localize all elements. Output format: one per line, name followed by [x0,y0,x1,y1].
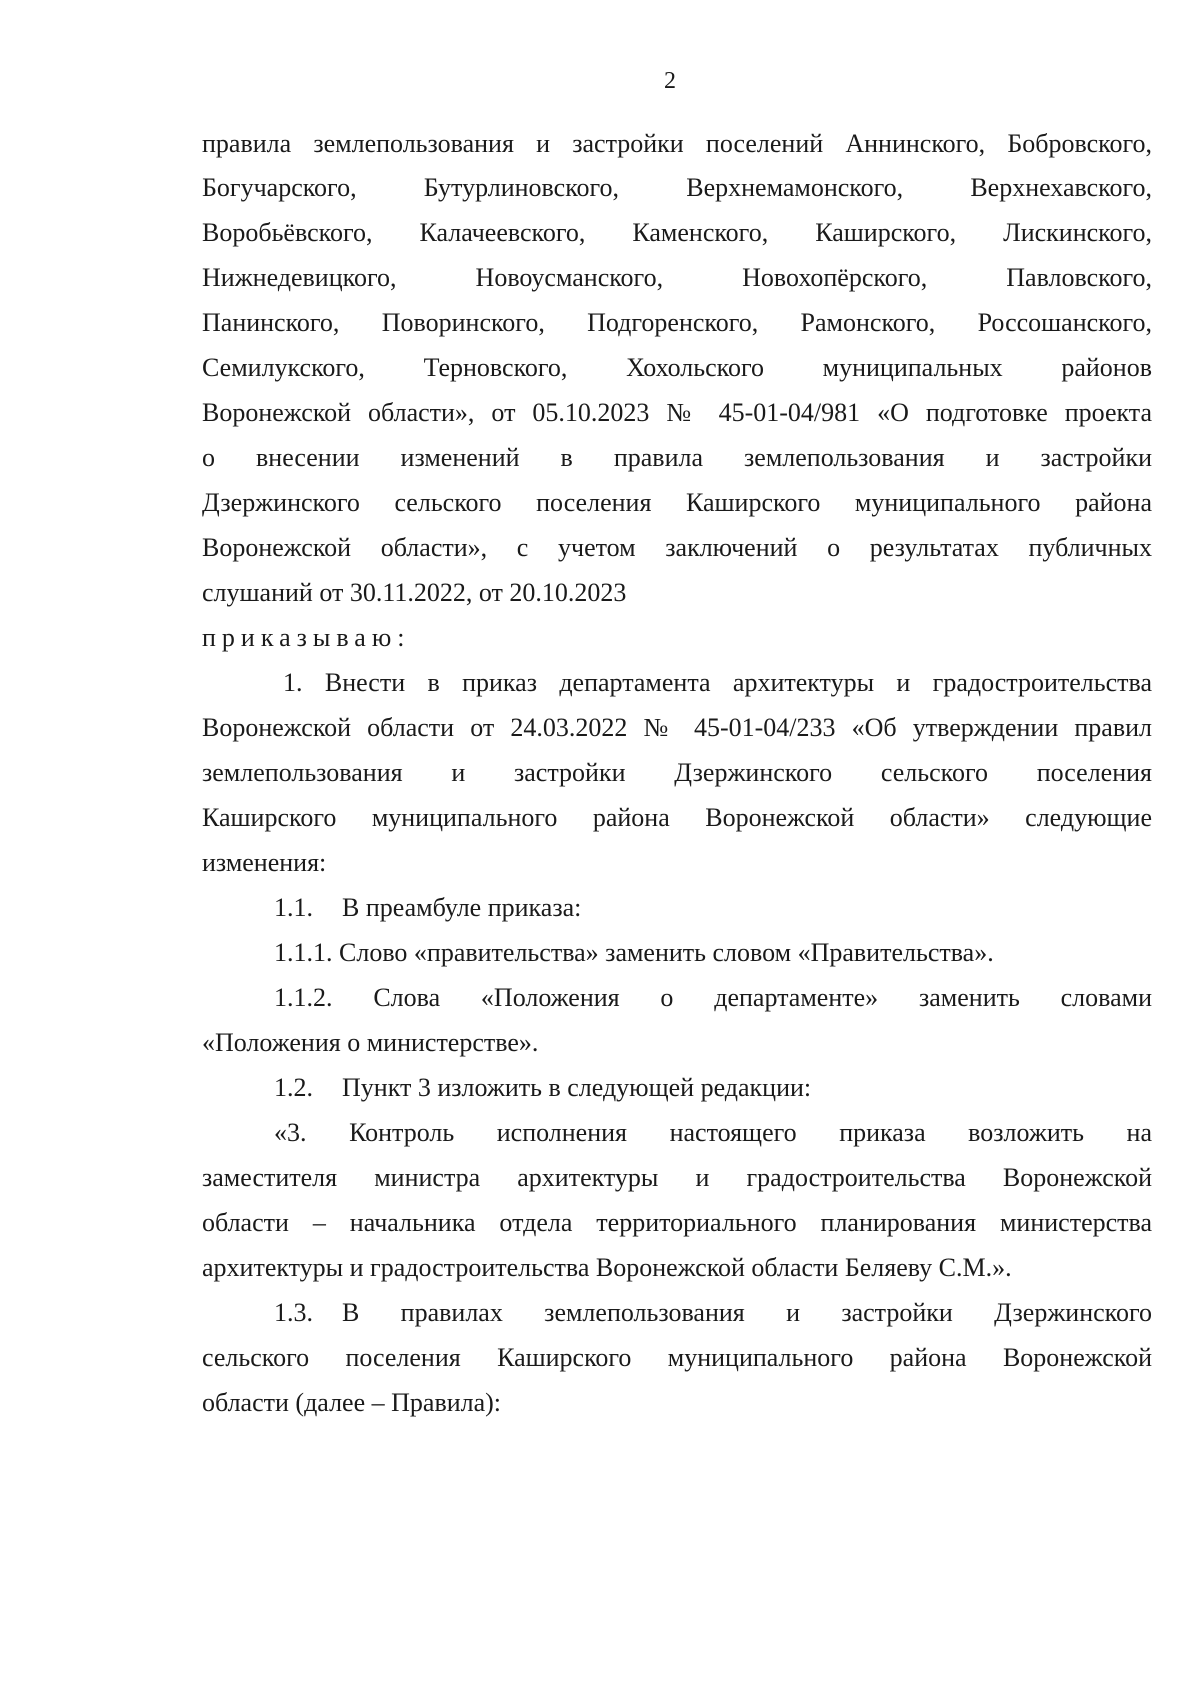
text-line: Воронежской области», от 05.10.2023 № 45-01-04/981 «О подготовке проекта [202,398,1152,427]
quote-line: «3. Контроль исполнения настоящего приказа возложить на [274,1118,1152,1147]
text-line: Семилукского, Терновского, Хохольского муниципальных районов [202,353,1152,382]
item-1-1-2: 1.1.2. Слова «Положения о департаменте» заменить словами [274,983,1152,1012]
text-line: Воронежской области от 24.03.2022 № 45-01-04/233 «Об утверждении правил [202,713,1152,742]
text-line: заместителя министра архитектуры и градостроительства Воронежской [202,1163,1152,1192]
item-1-2 [274,1072,1152,1104]
paragraph-1-line: 1. Внести в приказ департамента архитектуры и градостроительства [283,668,1152,697]
item-number: 1.3. [274,1298,313,1327]
item-text: В правилах землепользования и застройки Дзержинского [342,1298,1152,1327]
text-line: сельского поселения Каширского муниципального района Воронежской [202,1343,1152,1372]
page-number: 2 [664,68,676,94]
item-number: 1.2. [274,1073,313,1102]
text-line: архитектуры и градостроительства Воронежской области Беляеву С.М.». [202,1253,1012,1282]
text-line: Панинского, Поворинского, Подгоренского, Рамонского, Россошанского, [202,308,1152,337]
text-line: правила землепользования и застройки поселений Аннинского, Бобровского, [202,129,1152,158]
text-line: Каширского муниципального района Воронежской области» следующие [202,803,1152,832]
item-text: В преамбуле приказа: [342,893,582,922]
text-line: изменения: [202,848,327,877]
text-line: «Положения о министерстве». [202,1028,539,1057]
item-1-1-1: 1.1.1. Слово «правительства» заменить словом «Правительства». [274,938,994,967]
item-text: Пункт 3 изложить в следующей редакции: [342,1073,812,1102]
text-line: Богучарского, Бутурлиновского, Верхнемамонского, Верхнехавского, [202,173,1152,202]
text-line: Дзержинского сельского поселения Каширского муниципального района [202,488,1152,517]
text-line: слушаний от 30.11.2022, от 20.10.2023 [202,578,627,607]
text-line: области (далее – Правила): [202,1388,502,1417]
text-line: землепользования и застройки Дзержинского сельского поселения [202,758,1152,787]
item-1-1 [274,892,1152,924]
item-number: 1.1. [274,893,313,922]
text-line: о внесении изменений в правила землепользования и застройки [202,443,1152,472]
order-word: приказываю: [202,623,411,652]
text-line: Воробьёвского, Калачеевского, Каменского, Каширского, Лискинского, [202,218,1152,247]
text-line: области – начальника отдела территориального планирования министерства [202,1208,1152,1237]
text-line: Воронежской области», с учетом заключений о результатах публичных [202,533,1152,562]
item-1-3 [274,1297,1152,1329]
text-line: Нижнедевицкого, Новоусманского, Новохопёрского, Павловского, [202,263,1152,292]
